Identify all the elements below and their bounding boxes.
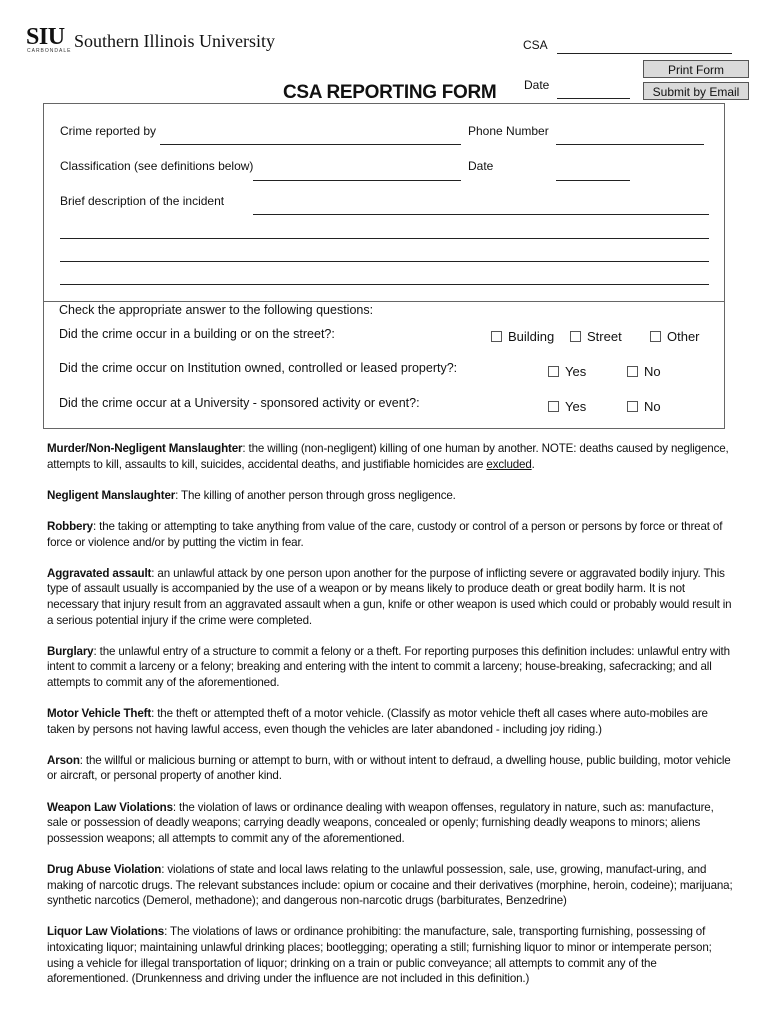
logo-subtitle: CARBONDALE bbox=[27, 48, 72, 54]
definition-item: Arson: the willful or malicious burning or attempt to burn, with or without intent to defraud, a dwelling house, public building, motor vehicle or aircraft, or personal property of another kind. bbox=[47, 753, 731, 783]
other-checkbox[interactable] bbox=[650, 331, 661, 342]
definition-item: Liquor Law Violations: The violations of laws or ordinance prohibiting: the manufacture, sale, transporting furnishing, possessing of intoxicating liquor; maintaining unlawful drinking places; bootlegging; operating a still; furnishing liquor to minor or intemperate person; using a vehicle for illegal transportation of liquor; drinking on a train or public conveyance; all attempts to commit any of the aforementioned. (Drunkenness and driving under the influence are not included in this definition.) bbox=[47, 925, 712, 986]
classification-field[interactable] bbox=[253, 180, 461, 181]
page-title: CSA REPORTING FORM bbox=[283, 82, 497, 103]
definition-term: Motor Vehicle Theft bbox=[47, 707, 152, 721]
brief-description-label: Brief description of the incident bbox=[60, 194, 225, 208]
crime-reported-by-field[interactable] bbox=[160, 144, 461, 145]
phone-number-label: Phone Number bbox=[468, 124, 549, 138]
form-box bbox=[43, 103, 725, 429]
question-1: Did the crime occur in a building or on the street?: bbox=[59, 327, 335, 341]
csa-label: CSA bbox=[523, 38, 548, 52]
definition-term: Aggravated assault bbox=[47, 566, 152, 580]
definitions-section bbox=[47, 441, 733, 1002]
crime-reported-by-label: Crime reported by bbox=[60, 124, 157, 138]
definition-term: Robbery bbox=[47, 519, 93, 533]
classification-label: Classification (see definitions below) bbox=[60, 159, 254, 173]
definition-item: Robbery: the taking or attempting to take anything from value of the care, custody or control of a person or persons by force or threat of force or violence and/or by putting the victim in fear. bbox=[47, 519, 723, 549]
definition-item: Weapon Law Violations: the violation of laws or ordinance dealing with weapon offenses, regulatory in nature, such as: manufacture, sale or possession of deadly weapons; carrying deadly weapons, concealed or openly; furnishing deadly weapons to minors; aliens possession weapons; all attempts to commit any of the aforementioned. bbox=[47, 800, 714, 845]
question-3: Did the crime occur at a University - sponsored activity or event?: bbox=[59, 396, 420, 410]
definition-term: Liquor Law Violations bbox=[47, 925, 165, 939]
date-field[interactable] bbox=[556, 180, 630, 181]
q3-yes-checkbox[interactable] bbox=[548, 401, 559, 412]
definition-term: Burglary bbox=[47, 644, 94, 658]
building-checkbox[interactable] bbox=[491, 331, 502, 342]
definition-term: Arson bbox=[47, 753, 80, 767]
print-form-button[interactable]: Print Form bbox=[643, 60, 749, 78]
q2-yes-label: Yes bbox=[565, 364, 587, 379]
definition-item: Negligent Manslaughter: The killing of another person through gross negligence. bbox=[47, 488, 456, 502]
building-label: Building bbox=[508, 329, 555, 344]
university-name: Southern Illinois University bbox=[74, 31, 275, 51]
phone-number-field[interactable] bbox=[556, 144, 704, 145]
definition-item: Burglary: the unlawful entry of a structure to commit a felony or a theft. For reporting purposes this definition includes: unlawful entry with intent to commit a larceny or a felony; breaking and entering with the intent to commit a larceny; house-breaking, safecracking; and all attempts to commit any of the aforementioned. bbox=[47, 644, 730, 689]
question-2: Did the crime occur on Institution owned, controlled or leased property?: bbox=[59, 361, 458, 375]
siu-logo: SIU bbox=[26, 24, 65, 50]
description-line-4[interactable] bbox=[60, 284, 709, 285]
definition-item: Drug Abuse Violation: violations of state and local laws relating to the unlawful possession, sale, use, growing, manufact-uring, and making of narcotic drugs. The relevant substances include: opium or cocaine and their derivatives (morphine, heroin, codeine); marijuana; synthetic narcotics (Demerol, methadone); and dangerous non-narcotic drugs (barbiturates, Benzedrine) bbox=[47, 863, 733, 908]
definition-item: Motor Vehicle Theft: the theft or attempted theft of a motor vehicle. (Classify as motor vehicle theft all cases where auto-mobiles are taken by persons not having lawful access, even though the vehicles are later abandoned - including joy riding.) bbox=[47, 707, 708, 736]
check-intro: Check the appropriate answer to the following questions: bbox=[59, 303, 374, 317]
description-line-3[interactable] bbox=[60, 261, 709, 262]
street-label: Street bbox=[587, 329, 622, 344]
description-line-1[interactable] bbox=[253, 214, 709, 215]
date-label: Date bbox=[468, 159, 494, 173]
definition-term: Negligent Manslaughter bbox=[47, 488, 176, 502]
q3-yes-label: Yes bbox=[565, 399, 587, 414]
header-date-field[interactable] bbox=[557, 98, 630, 99]
definition-item: Murder/Non-Negligent Manslaughter: the willing (non-negligent) killing of one human by another. NOTE: deaths caused by negligence, attempts to kill, assaults to kill, suicides, accidental deaths, and justifiable homicides are excluded. bbox=[47, 442, 729, 471]
definition-term: Murder/Non-Negligent Manslaughter bbox=[47, 442, 243, 455]
definition-term: Weapon Law Violations bbox=[47, 800, 173, 814]
submit-email-button[interactable]: Submit by Email bbox=[643, 82, 749, 100]
q2-no-checkbox[interactable] bbox=[627, 366, 638, 377]
form-divider bbox=[43, 301, 725, 302]
q2-yes-checkbox[interactable] bbox=[548, 366, 559, 377]
csa-field[interactable] bbox=[557, 53, 732, 54]
other-label: Other bbox=[667, 329, 700, 344]
street-checkbox[interactable] bbox=[570, 331, 581, 342]
definition-item: Aggravated assault: an unlawful attack by one person upon another for the purpose of inflicting severe or aggravated bodily injury. This type of assault usually is accompanied by the use of a weapon or by means likely to produce death or great bodily harm. It is not necessary that injury result from an aggravated assault when a gun, knife or other weapon is used which could or probably would result in a serious potential injury if the crime were completed. bbox=[47, 566, 732, 627]
description-line-2[interactable] bbox=[60, 238, 709, 239]
definition-term: Drug Abuse Violation bbox=[47, 863, 162, 877]
q2-no-label: No bbox=[644, 364, 661, 379]
q3-no-checkbox[interactable] bbox=[627, 401, 638, 412]
q3-no-label: No bbox=[644, 399, 661, 414]
header-date-label: Date bbox=[524, 78, 550, 92]
